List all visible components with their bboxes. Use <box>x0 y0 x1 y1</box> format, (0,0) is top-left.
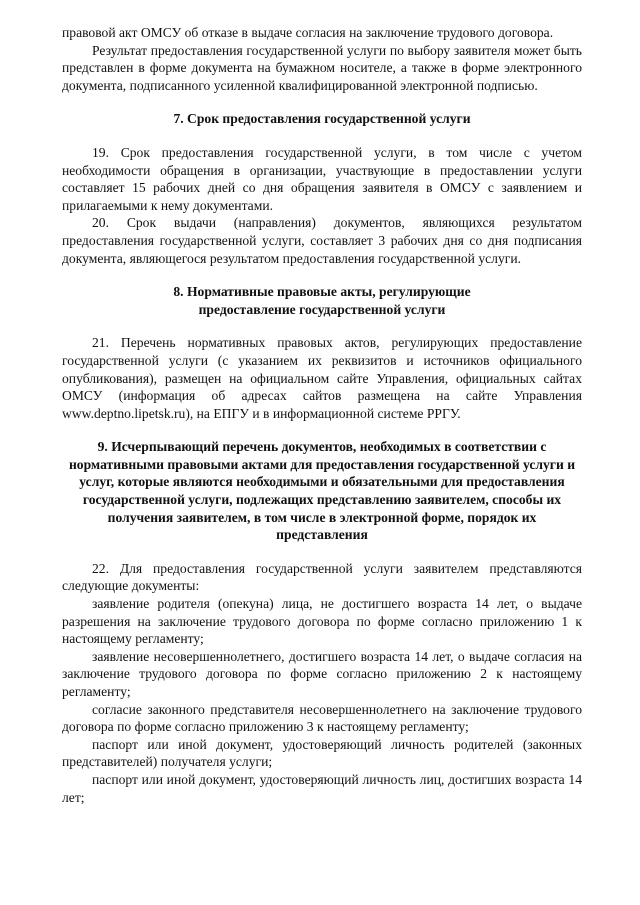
paragraph-result-form: Результат предоставления государственной услуги по выбору заявителя может быть представлен в форме документа на бумажном носителе, а также в форме электронного документа, подписанного усиленной квалифицированной электронной подписью. <box>62 42 582 93</box>
paragraph-21: 21. Перечень нормативных правовых актов, регулирующих предоставление государственной услуги (с указанием их реквизитов и источников официального опубликования), размещен на официальном сайте Управления, официальных сайтах ОМСУ (информация об адресах сайтов размещена на сайте Управления www.deptno.lipetsk.ru), на ЕПГУ и в информационной системе РРГУ. <box>62 335 582 421</box>
list-item-parent-passport: паспорт или иной документ, удостоверяющий личность родителей (законных представителей) получателя услуги; <box>62 736 582 770</box>
list-item-guardian-consent: согласие законного представителя несовершеннолетнего на заключение трудового договора по форме согласно приложению 3 к настоящему регламенту; <box>62 701 582 735</box>
document-page <box>62 24 582 806</box>
paragraph-22: 22. Для предоставления государственной услуги заявителем представляются следующие документы: <box>62 560 582 594</box>
section-7-heading: 7. Срок предоставления государственной услуги <box>173 111 471 127</box>
paragraph-refusal-act: правовой акт ОМСУ об отказе в выдаче согласия на заключение трудового договора. <box>62 25 554 40</box>
section-9-heading: 9. Исчерпывающий перечень документов, необходимых в соответствии с нормативными правовыми актами для предоставления государственной услуги и услуг, которые являются необходимыми и обязательными для предоставления государственной услуги, подлежащих представлению заявителем, способы их получения заявителем, в том числе в электронной форме, порядок их представления <box>68 439 576 543</box>
section-8-heading-line1: 8. Нормативные правовые акты, регулирующие <box>173 284 471 300</box>
paragraph-19: 19. Срок предоставления государственной услуги, в том числе с учетом необходимости обращения в организации, участвующие в предоставлении услуги составляет 15 рабочих дней со дня обращения заявителя в ОМСУ с заявлением и прилагаемыми к нему документами. <box>62 144 582 213</box>
list-item-minor-passport: паспорт или иной документ, удостоверяющий личность лиц, достигших возраста 14 лет; <box>62 771 582 805</box>
list-item-parent-application: заявление родителя (опекуна) лица, не достигшего возраста 14 лет, о выдаче разрешения на заключение трудового договора по форме согласно приложению 1 к настоящему регламенту; <box>62 596 582 647</box>
section-8-heading-line2: предоставление государственной услуги <box>198 301 446 317</box>
list-item-minor-application: заявление несовершеннолетнего, достигшего возраста 14 лет, о выдаче согласия на заключение трудового договора по форме согласно приложению 2 к настоящему регламенту; <box>62 648 582 699</box>
paragraph-20: 20. Срок выдачи (направления) документов, являющихся результатом предоставления государственной услуги, составляет 3 рабочих дня со дня подписания документа, являющегося результатом предоставления государственной услуги. <box>62 215 582 266</box>
